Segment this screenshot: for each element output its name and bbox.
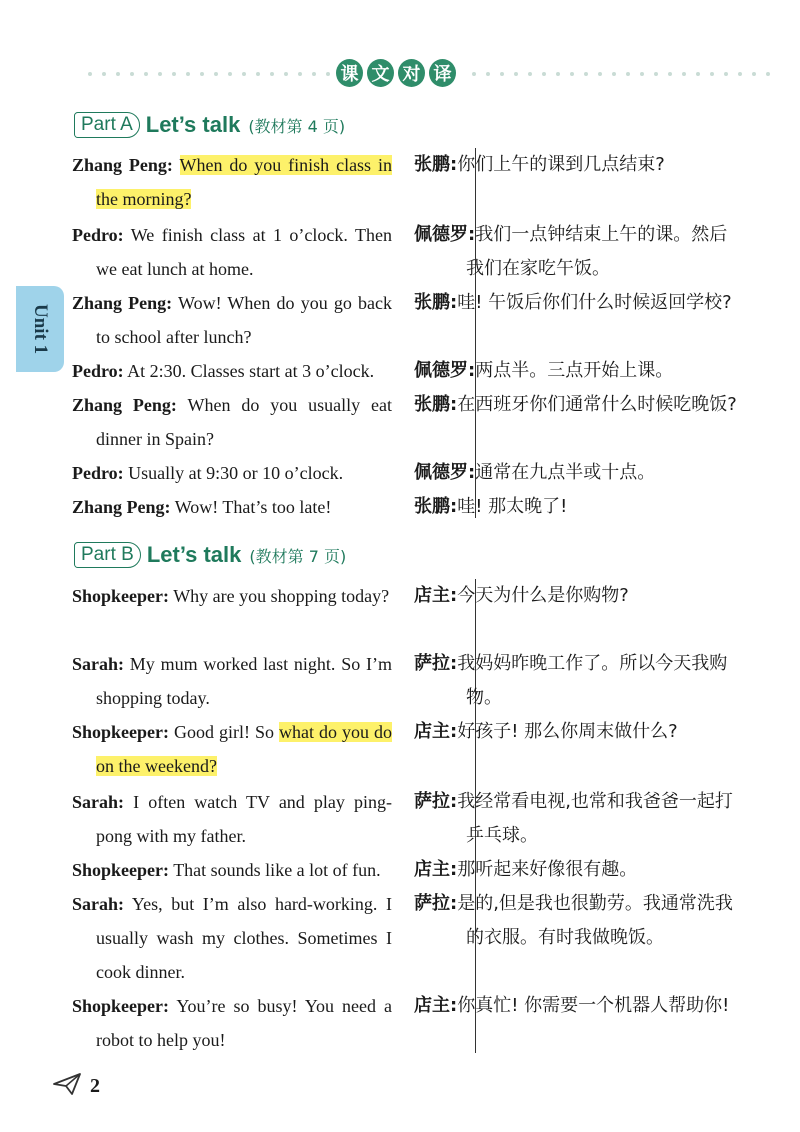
banner-char: 课 bbox=[336, 59, 363, 87]
speaker-name: Zhang Peng: bbox=[72, 155, 173, 175]
translation-text: 哇! 午饭后你们什么时候返回学校? bbox=[457, 292, 732, 313]
translation-text: 今天为什么是你购物? bbox=[457, 585, 629, 606]
speaker-name-zh: 店主: bbox=[414, 859, 458, 880]
highlighted-text: what do you do on the weekend? bbox=[96, 722, 392, 776]
translation-text: 我们一点钟结束上午的课。然后我们在家吃午饭。 bbox=[466, 224, 728, 279]
chinese-line bbox=[414, 286, 744, 320]
line-text: Yes, but I’m also hard-working. I usually wash my clothes. Sometimes I cook dinner. bbox=[96, 894, 392, 982]
line-text: Why are you shopping today? bbox=[169, 586, 390, 606]
speaker-name: Shopkeeper: bbox=[72, 586, 170, 606]
line-text bbox=[173, 155, 180, 175]
speaker-name-zh: 张鹏: bbox=[414, 154, 458, 175]
banner-char: 对 bbox=[398, 59, 425, 87]
line-text: Usually at 9:30 or 10 o’clock. bbox=[123, 463, 344, 483]
chinese-line bbox=[414, 785, 744, 853]
section-a-ref: (教材第 4 页) bbox=[248, 116, 346, 136]
line-text: My mum worked last night. So I’m shopping today. bbox=[96, 654, 392, 708]
chinese-line bbox=[414, 853, 744, 887]
speaker-name: Zhang Peng: bbox=[72, 497, 171, 517]
english-line bbox=[72, 785, 392, 853]
english-line bbox=[72, 218, 392, 286]
chinese-line bbox=[414, 388, 744, 422]
translation-text: 那听起来好像很有趣。 bbox=[457, 859, 638, 880]
chinese-line bbox=[414, 579, 744, 613]
english-line bbox=[72, 490, 392, 524]
chinese-line bbox=[414, 148, 744, 182]
english-line bbox=[72, 579, 392, 613]
line-text: Wow! When do you go back to school after lunch? bbox=[96, 293, 392, 347]
line-text: Wow! That’s too late! bbox=[170, 497, 332, 517]
speaker-name: Sarah: bbox=[72, 654, 125, 674]
translation-text: 是的,但是我也很勤劳。我通常洗我的衣服。有时我做晚饭。 bbox=[457, 893, 733, 948]
translation-text: 通常在九点半或十点。 bbox=[475, 462, 656, 483]
chinese-line bbox=[414, 218, 744, 286]
speaker-name-zh: 佩德罗: bbox=[414, 462, 476, 483]
chinese-line bbox=[414, 456, 744, 490]
speaker-name-zh: 张鹏: bbox=[414, 394, 458, 415]
translation-text: 你们上午的课到几点结束? bbox=[457, 154, 665, 175]
line-text: I often watch TV and play ping-pong with my father. bbox=[96, 792, 392, 846]
page-footer bbox=[52, 1072, 100, 1101]
speaker-name: Sarah: bbox=[72, 894, 125, 914]
line-text: Good girl! So bbox=[169, 722, 280, 742]
section-a-header bbox=[74, 112, 345, 138]
section-a-tag: Part A bbox=[74, 112, 140, 138]
section-b-ref: (教材第 7 页) bbox=[249, 546, 347, 566]
speaker-name-zh: 佩德罗: bbox=[414, 224, 476, 245]
english-line bbox=[72, 647, 392, 715]
banner-title bbox=[336, 54, 456, 92]
translation-text: 哇! 那太晚了! bbox=[457, 496, 568, 517]
page-number: 2 bbox=[90, 1075, 100, 1097]
banner-char: 文 bbox=[367, 59, 394, 87]
speaker-name: Pedro: bbox=[72, 463, 124, 483]
line-text: That sounds like a lot of fun. bbox=[169, 860, 381, 880]
chinese-line bbox=[414, 647, 744, 715]
section-b-header bbox=[74, 542, 346, 568]
translation-text: 我妈妈昨晚工作了。所以今天我购物。 bbox=[457, 653, 728, 708]
speaker-name: Shopkeeper: bbox=[72, 996, 170, 1016]
speaker-name-zh: 萨拉: bbox=[414, 653, 458, 674]
line-text: We finish class at 1 o’clock. Then we eat lunch at home. bbox=[96, 225, 392, 279]
section-b-tag: Part B bbox=[74, 542, 141, 568]
unit-side-tab-label: Unit 1 bbox=[30, 303, 51, 355]
speaker-name-zh: 萨拉: bbox=[414, 791, 458, 812]
speaker-name-zh: 店主: bbox=[414, 995, 458, 1016]
chinese-line bbox=[414, 715, 744, 749]
speaker-name: Sarah: bbox=[72, 792, 125, 812]
chinese-line bbox=[414, 989, 744, 1023]
line-text: When do you usually eat dinner in Spain? bbox=[96, 395, 392, 449]
banner-dots-right bbox=[472, 72, 770, 76]
page-banner bbox=[0, 54, 800, 94]
translation-text: 好孩子! 那么你周末做什么? bbox=[457, 721, 678, 742]
section-a-title: Let’s talk bbox=[145, 112, 241, 137]
paper-plane-icon bbox=[52, 1072, 82, 1101]
line-text: At 2:30. Classes start at 3 o’clock. bbox=[123, 361, 375, 381]
english-line bbox=[72, 887, 392, 989]
line-text: You’re so busy! You need a robot to help you! bbox=[96, 996, 392, 1050]
speaker-name-zh: 店主: bbox=[414, 721, 458, 742]
english-line bbox=[72, 456, 392, 490]
chinese-line bbox=[414, 887, 744, 955]
section-b-dialogue bbox=[72, 579, 742, 1059]
english-line bbox=[72, 989, 392, 1057]
translation-text: 我经常看电视,也常和我爸爸一起打乒乓球。 bbox=[457, 791, 733, 846]
english-line bbox=[72, 388, 392, 456]
speaker-name: Zhang Peng: bbox=[72, 395, 177, 415]
speaker-name-zh: 张鹏: bbox=[414, 496, 458, 517]
english-line bbox=[72, 853, 392, 887]
translation-text: 你真忙! 你需要一个机器人帮助你! bbox=[457, 995, 730, 1016]
speaker-name-zh: 萨拉: bbox=[414, 893, 458, 914]
unit-side-tab bbox=[16, 286, 64, 372]
section-b-title: Let’s talk bbox=[146, 542, 242, 567]
translation-text: 两点半。三点开始上课。 bbox=[475, 360, 674, 381]
speaker-name-zh: 佩德罗: bbox=[414, 360, 476, 381]
chinese-line bbox=[414, 354, 744, 388]
speaker-name-zh: 店主: bbox=[414, 585, 458, 606]
chinese-line bbox=[414, 490, 744, 524]
speaker-name: Shopkeeper: bbox=[72, 860, 170, 880]
highlighted-text: When do you finish class in the morning? bbox=[96, 155, 392, 209]
translation-text: 在西班牙你们通常什么时候吃晚饭? bbox=[457, 394, 737, 415]
speaker-name-zh: 张鹏: bbox=[414, 292, 458, 313]
english-line bbox=[72, 715, 392, 783]
english-line bbox=[72, 354, 392, 388]
speaker-name: Pedro: bbox=[72, 361, 124, 381]
speaker-name: Shopkeeper: bbox=[72, 722, 170, 742]
section-a-dialogue bbox=[72, 148, 742, 520]
speaker-name: Pedro: bbox=[72, 225, 124, 245]
english-line bbox=[72, 148, 392, 216]
english-line bbox=[72, 286, 392, 354]
speaker-name: Zhang Peng: bbox=[72, 293, 173, 313]
banner-char: 译 bbox=[429, 59, 456, 87]
